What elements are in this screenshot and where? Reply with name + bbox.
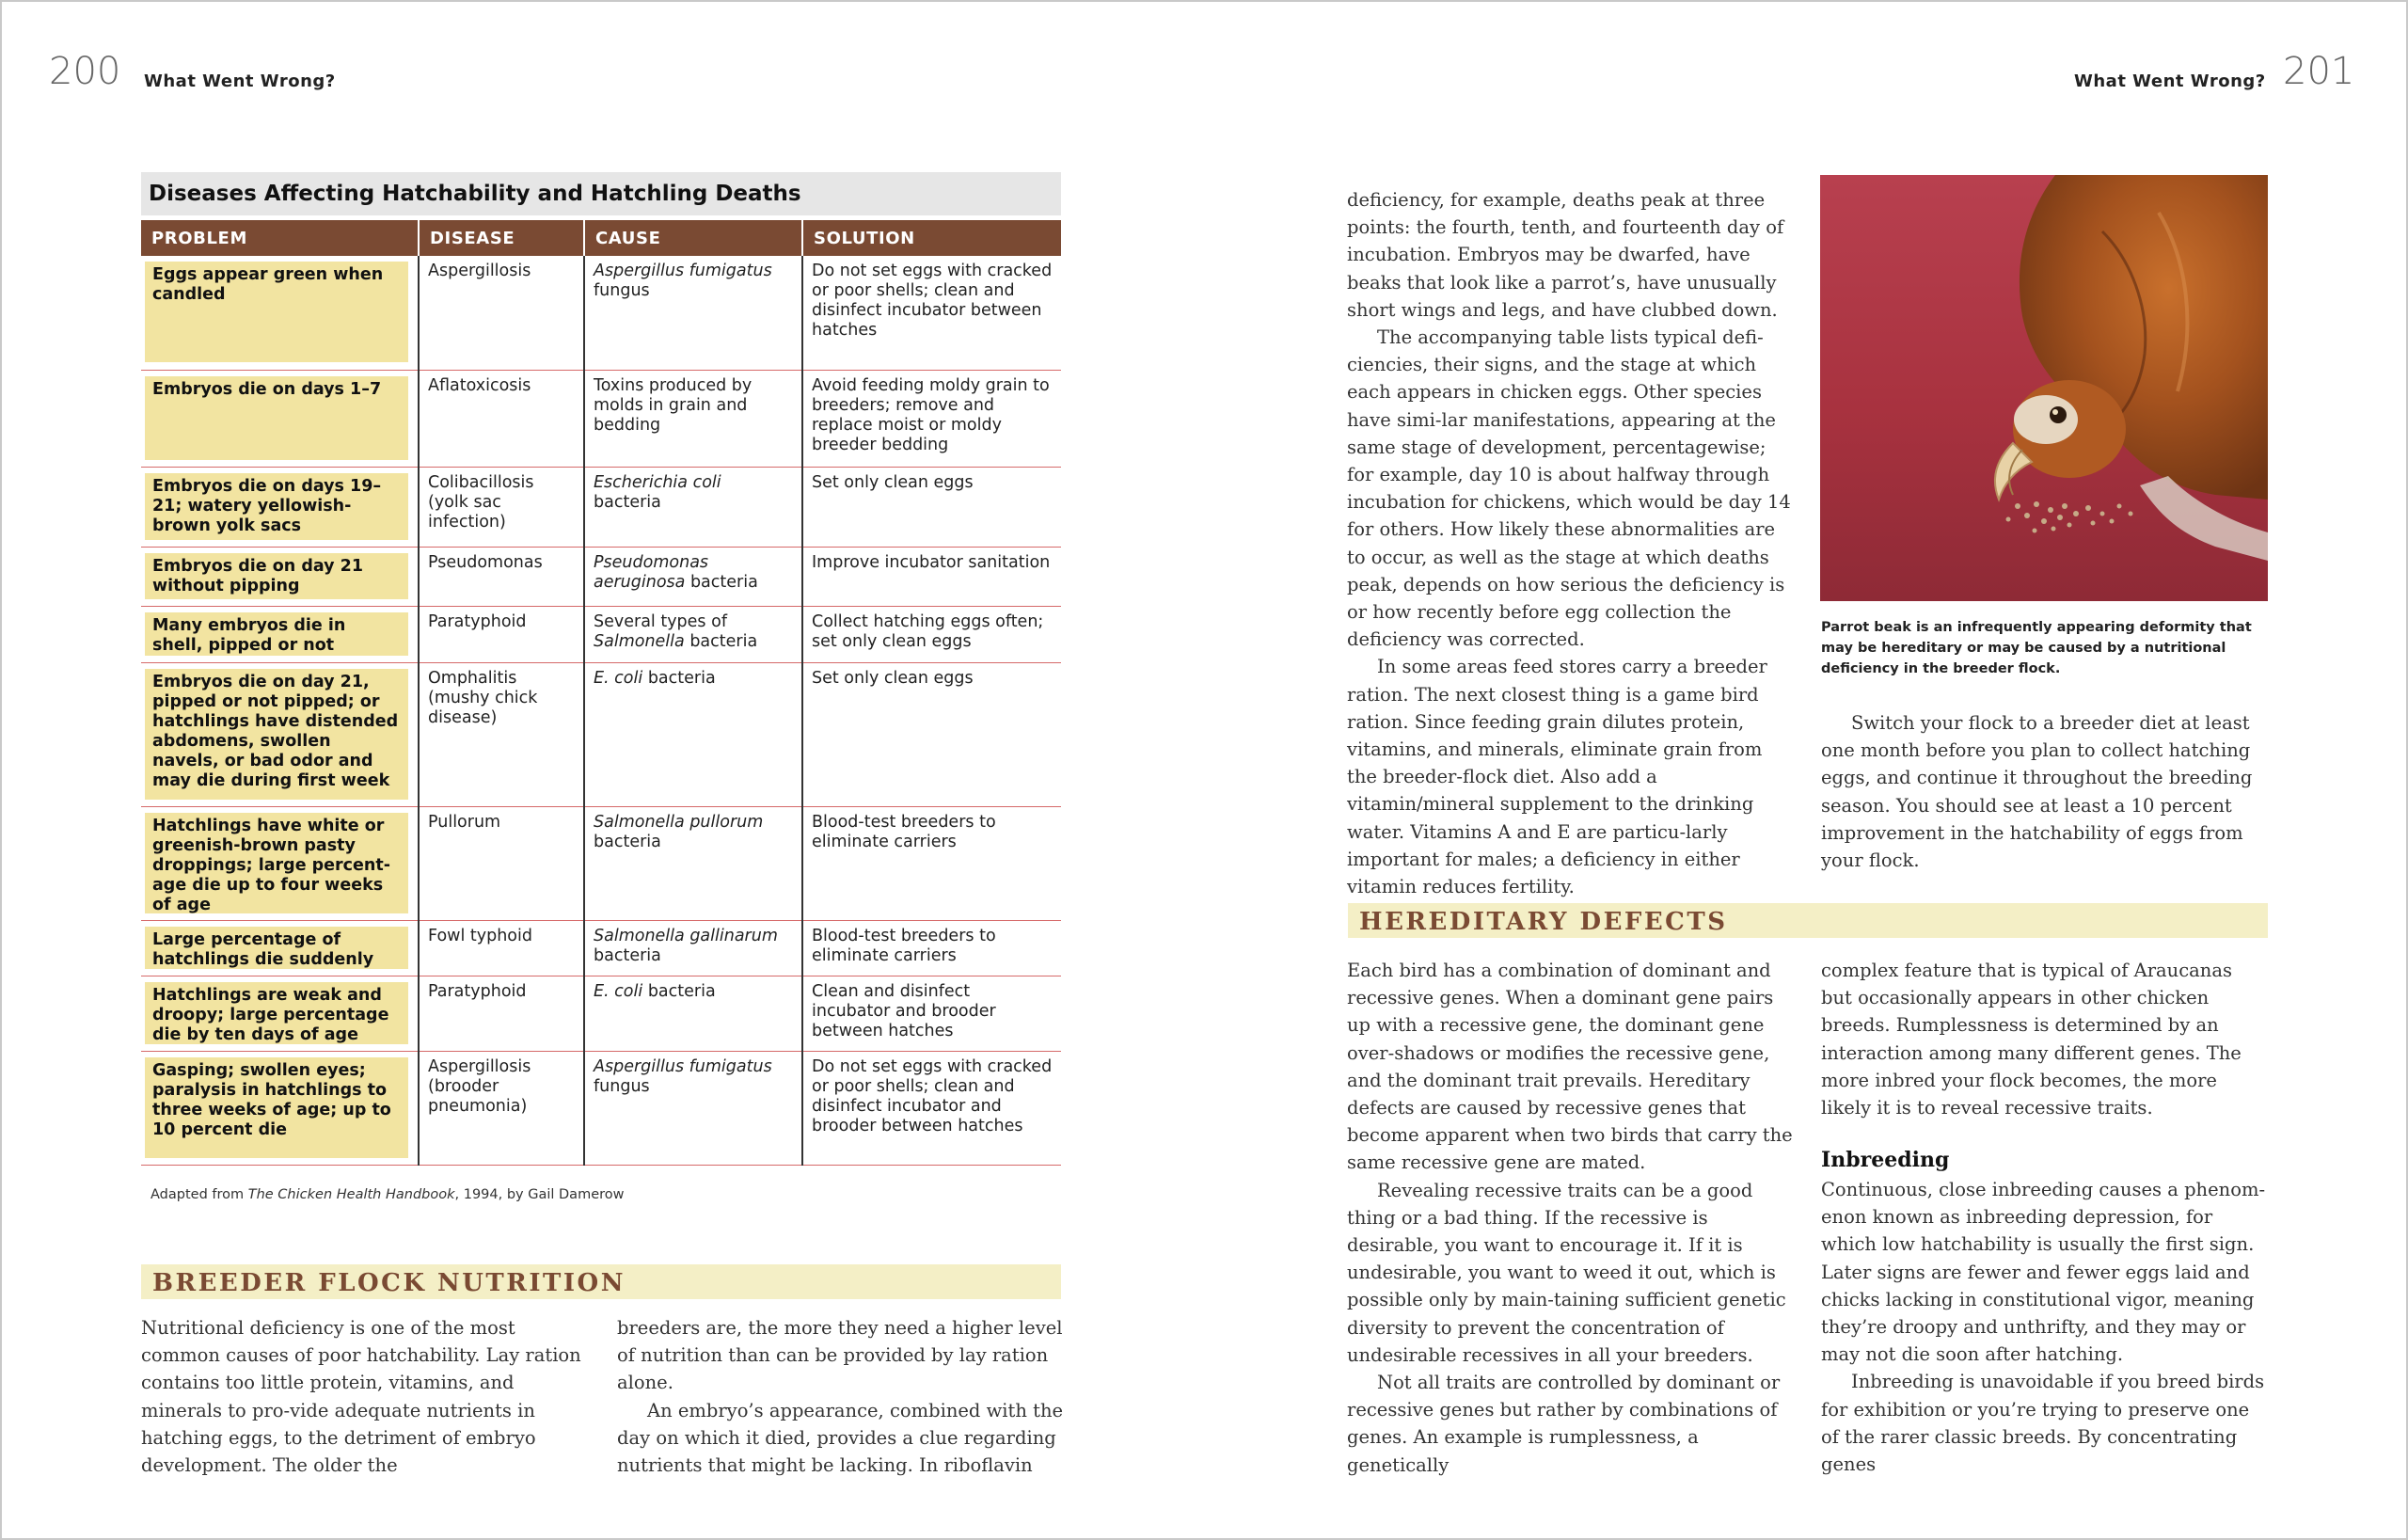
problem-text: Embryos die on days 19–21; watery yellowish-brown yolk sacs [145, 473, 408, 540]
cell-solution: Blood-test breeders to eliminate carriers [802, 806, 1061, 920]
cell-disease: Paratyphoid [419, 606, 584, 662]
section-heading-breeder-flock-nutrition: BREEDER FLOCK NUTRITION [141, 1264, 1061, 1299]
source-title: The Chicken Health Handbook [247, 1187, 455, 1202]
parrot-beak-chicken-photo [1820, 175, 2268, 601]
hereditary-column-2 [1821, 957, 2269, 1121]
cause-text: bacteria [642, 668, 716, 688]
paragraph: complex feature that is typical of Araucanas but occasionally appears in other chicken breeds. Rumplessness is determined by an interaction among many different genes. The more inbred your flock becomes, the more likely it is to reveal recessive traits. [1821, 960, 2242, 1119]
paragraph: The accompanying table lists typical defi-ciencies, their signs, and the stage at which each appears in chicken eggs. Other species have simi-lar manifestations, appearing at the same stage of development, percentagewise; for example, day 10 is about halfway through incubation for chickens, which would be day 14 for others. How likely these abnormalities are to occur, as well as the stage at which deaths peak, depends on how serious the deficiency is or how recently before egg collection the deficiency was corrected. [1347, 326, 1791, 651]
right-page-number: 201 [2283, 50, 2355, 93]
cell-problem [141, 806, 419, 920]
cell-disease: Aflatoxicosis [419, 370, 584, 467]
section-heading-hereditary-defects: HEREDITARY DEFECTS [1348, 903, 2268, 938]
cell-solution: Set only clean eggs [802, 662, 1061, 806]
problem-text: Hatchlings have white or greenish-brown pasty droppings; large percent-age die up to four weeks of age [145, 813, 408, 913]
header-cause: CAUSE [584, 220, 802, 256]
paragraph: Switch your flock to a breeder diet at least one month before you plan to collect hatching eggs, and continue it throughout the breeding season. You should see at least a 10 percent improvement in the hatchability of eggs from your flock. [1821, 712, 2253, 872]
right-column-1 [1347, 186, 1797, 900]
left-page-number: 200 [49, 50, 121, 93]
cell-disease: Pseudomonas [419, 547, 584, 606]
cell-problem [141, 976, 419, 1051]
paragraph: Continuous, close inbreeding causes a phenom-enon known as inbreeding depression, for which low hatchability is usually the first sign. Later signs are fewer and fewer eggs laid and chicks lacking in constitutional vigor, meaning they’re droopy and unthrifty, and they may or may not die soon after hatching. [1821, 1179, 2266, 1366]
cell-cause [584, 547, 802, 606]
cell-cause [584, 920, 802, 976]
hereditary-column-1 [1347, 957, 1797, 1479]
paragraph: breeders are, the more they need a higher level of nutrition than can be provided by lay ration alone. [617, 1317, 1063, 1394]
cell-solution: Set only clean eggs [802, 467, 1061, 547]
cell-cause [584, 806, 802, 920]
table-row [141, 920, 1061, 976]
cell-problem [141, 547, 419, 606]
cell-cause [584, 662, 802, 806]
cause-text: bacteria [594, 492, 661, 512]
table-row [141, 547, 1061, 606]
cause-organism: Salmonella pullorum [594, 812, 764, 832]
cell-solution: Improve incubator sanitation [802, 547, 1061, 606]
cell-solution: Do not set eggs with cracked or poor shells; clean and disinfect incubator between hatches [802, 256, 1061, 370]
problem-text: Embryos die on days 1–7 [145, 376, 408, 460]
problem-text: Gasping; swollen eyes; paralysis in hatchlings to three weeks of age; up to 10 percent die [145, 1057, 408, 1158]
header-disease: DISEASE [419, 220, 584, 256]
chicken-illustration [1820, 175, 2268, 601]
table-row [141, 370, 1061, 467]
table-source-note [150, 1187, 625, 1202]
cell-cause [584, 1051, 802, 1165]
cell-disease: Paratyphoid [419, 976, 584, 1051]
table-row [141, 662, 1061, 806]
cell-disease: Colibacillosis (yolk sac infection) [419, 467, 584, 547]
source-suffix: , 1994, by Gail Damerow [454, 1187, 625, 1202]
cause-organism: Salmonella gallinarum [594, 926, 778, 945]
cause-text: bacteria [642, 981, 716, 1001]
problem-text: Eggs appear green when candled [145, 262, 408, 362]
cell-solution: Blood-test breeders to eliminate carriers [802, 920, 1061, 976]
paragraph: An embryo’s appearance, combined with the day on which it died, provides a clue regarding nutrients that might be lacking. In riboflavin [617, 1399, 1064, 1477]
cell-disease: Aspergillosis (brooder pneumonia) [419, 1051, 584, 1165]
cause-text: bacteria [684, 631, 758, 651]
cell-cause [584, 256, 802, 370]
cause-organism: Salmonella [594, 631, 685, 651]
right-column-2 [1821, 709, 2269, 874]
cell-problem [141, 606, 419, 662]
table-row [141, 467, 1061, 547]
cause-text: fungus [594, 281, 650, 300]
paragraph: Nutritional deficiency is one of the most common causes of poor hatchability. Lay ration contains too little protein, vitamins, and minerals to pro-vide adequate nutrients in hatching eggs, to the detriment of embryo development. The older the [141, 1317, 581, 1477]
nutrition-column-2 [617, 1314, 1067, 1479]
cause-organism: Aspergillus fumigatus [594, 1056, 772, 1076]
table-grid [141, 220, 1061, 1166]
problem-text: Hatchlings are weak and droopy; large percentage die by ten days of age [145, 982, 408, 1044]
cause-text: Toxins produced by molds in grain and bedding [594, 375, 752, 435]
subheading-inbreeding: Inbreeding [1821, 1148, 1950, 1172]
source-prefix: Adapted from [150, 1187, 248, 1202]
nutrition-column-1 [141, 1314, 588, 1479]
cell-solution: Collect hatching eggs often; set only clean eggs [802, 606, 1061, 662]
right-running-head: What Went Wrong? [2074, 71, 2266, 91]
paragraph: Inbreeding is unavoidable if you breed birds for exhibition or you’re trying to preserve one of the rarer classic breeds. By concentrating genes [1821, 1371, 2265, 1476]
cause-organism: Escherichia coli [594, 472, 721, 492]
cell-cause [584, 606, 802, 662]
cell-cause [584, 467, 802, 547]
paragraph: In some areas feed stores carry a breeder ration. The next closest thing is a game bird ration. Since feeding grain dilutes protein, vitamins, and minerals, eliminate grain from the breeder-flock diet. Also add a vitamin/mineral supplement to the drinking water. Vitamins A and E are particu-larly important for males; a deficiency in either vitamin reduces fertility. [1347, 656, 1767, 898]
table-row [141, 606, 1061, 662]
inbreeding-column [1821, 1176, 2269, 1478]
cell-solution: Clean and disinfect incubator and brooder between hatches [802, 976, 1061, 1051]
photo-caption: Parrot beak is an infrequently appearing deformity that may be hereditary or may be caused by a nutritional deficiency in the breeder flock. [1821, 620, 2252, 676]
cell-disease: Omphalitis (mushy chick disease) [419, 662, 584, 806]
cell-problem [141, 370, 419, 467]
cause-prefix: Several types of [594, 611, 727, 631]
left-running-head: What Went Wrong? [144, 71, 336, 91]
table-row [141, 806, 1061, 920]
cause-organism: E. coli [594, 981, 643, 1001]
paragraph: Each bird has a combination of dominant and recessive genes. When a dominant gene pairs up with a recessive gene, the dominant gene over-shadows or modifies the recessive gene, and the dominant trait prevails. Hereditary defects are caused by recessive genes that become apparent when two birds that carry the same recessive gene are mated. [1347, 960, 1793, 1174]
cell-disease: Pullorum [419, 806, 584, 920]
problem-text: Embryos die on day 21, pipped or not pipped; or hatchlings have distended abdomens, swollen navels, or bad odor and may die during first week [145, 669, 408, 800]
cell-disease: Fowl typhoid [419, 920, 584, 976]
cause-organism: Pseudomonas aeruginosa [594, 552, 709, 592]
cell-solution: Avoid feeding moldy grain to breeders; remove and replace moist or moldy breeder bedding [802, 370, 1061, 467]
disease-table [141, 172, 1061, 1166]
header-problem: PROBLEM [141, 220, 419, 256]
paragraph: Revealing recessive traits can be a good thing or a bad thing. If the recessive is desirable, you want to encourage it. If it is undesirable, you want to weed it out, which is possible only by main-taining sufficient genetic diversity to prevent the concentration of undesirable recessives in all your breeders. [1347, 1179, 1786, 1366]
problem-text: Many embryos die in shell, pipped or not [145, 612, 408, 656]
paragraph: Not all traits are controlled by dominant or recessive genes but rather by combinations of genes. An example is rumplessness, a genetically [1347, 1372, 1781, 1476]
cause-organism: E. coli [594, 668, 643, 688]
cell-disease: Aspergillosis [419, 256, 584, 370]
cell-problem [141, 1051, 419, 1165]
table-row [141, 976, 1061, 1051]
table-row [141, 1051, 1061, 1165]
cell-cause [584, 370, 802, 467]
problem-text: Large percentage of hatchlings die suddenly [145, 927, 408, 969]
cell-problem [141, 467, 419, 547]
cell-solution: Do not set eggs with cracked or poor shells; clean and disinfect incubator and brooder between hatches [802, 1051, 1061, 1165]
cause-text: fungus [594, 1076, 650, 1096]
cause-text: bacteria [685, 572, 758, 592]
problem-text: Embryos die on day 21 without pipping [145, 553, 408, 599]
table-title: Diseases Affecting Hatchability and Hatchling Deaths [141, 172, 1061, 215]
cause-text: bacteria [594, 945, 661, 965]
cause-organism: Aspergillus fumigatus [594, 262, 772, 280]
cause-text: bacteria [594, 832, 661, 851]
cell-problem [141, 662, 419, 806]
paragraph: deficiency, for example, deaths peak at three points: the fourth, tenth, and fourteenth day of incubation. Embryos may be dwarfed, have beaks that look like a parrot’s, have unusually short wings and legs, and have clubbed down. [1347, 189, 1784, 321]
table-row [141, 256, 1061, 370]
cell-problem [141, 256, 419, 370]
cell-cause [584, 976, 802, 1051]
header-solution: SOLUTION [802, 220, 1061, 256]
cell-problem [141, 920, 419, 976]
